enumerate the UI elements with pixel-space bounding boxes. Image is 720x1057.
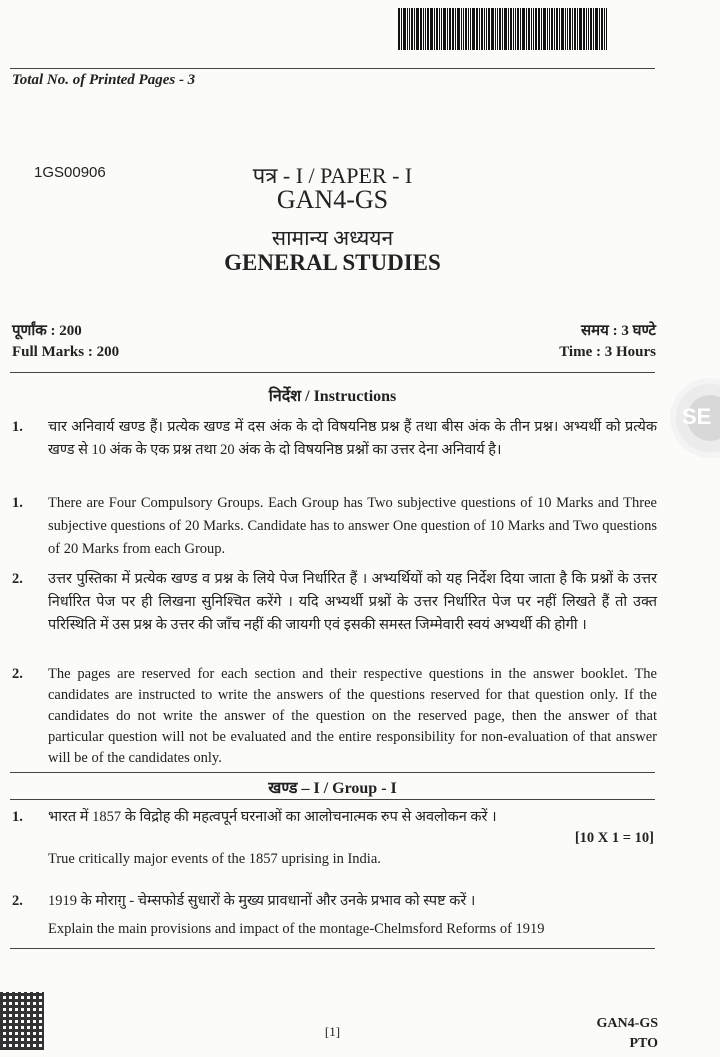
- barcode-bar: [436, 8, 438, 50]
- question-number: 1.: [12, 809, 23, 825]
- barcode-bar: [559, 8, 560, 50]
- barcode-bar: [599, 8, 600, 50]
- barcode-bar: [484, 8, 485, 50]
- instruction-item: [12, 664, 657, 769]
- barcode-bar: [588, 8, 589, 50]
- barcode-bar: [423, 8, 424, 50]
- barcode-bar: [604, 8, 605, 50]
- time-hindi: समय : 3 घण्टे: [581, 323, 656, 339]
- divider: [10, 772, 655, 773]
- instruction-item: [12, 568, 657, 637]
- instruction-number: 1.: [12, 495, 23, 511]
- divider: [10, 372, 655, 373]
- instructions-title: निर्देश / Instructions: [268, 388, 397, 405]
- question-hindi: भारत में 1857 के विद्रोह की महत्वपूर्न घरनाओं का आलोचनात्मक रुप से अवलोकन करें ।: [48, 809, 497, 825]
- barcode-bar: [528, 8, 530, 50]
- barcode-bar: [547, 8, 548, 50]
- barcode-bar: [439, 8, 440, 50]
- barcode-bar: [606, 8, 607, 50]
- barcode-bar: [579, 8, 582, 50]
- subject-code: GAN4-GS: [276, 185, 389, 214]
- question-item: [12, 848, 657, 871]
- barcode-bar: [403, 8, 406, 50]
- barcode-bar: [567, 8, 568, 50]
- instruction-number: 2.: [12, 571, 23, 587]
- barcode-bar: [526, 8, 527, 50]
- barcode-bar: [398, 8, 400, 50]
- barcode-bar: [486, 8, 487, 50]
- title-hindi: सामान्य अध्ययन: [271, 226, 394, 250]
- barcode-bar: [425, 8, 426, 50]
- barcode-bar: [517, 8, 519, 50]
- marks-allotment: [10 X 1 = 10]: [574, 830, 654, 846]
- instruction-text: The pages are reserved for each section and their respective questions in the answer booklet. The candidates are instructed to write the answers of the questions reserved for that question only. If the candidates do not write the answer of the question on the reserved page, then the answer of that particular question will not be evaluated and the entire responsibility for non-evaluation of that answer will be of the candidates only.: [48, 666, 657, 766]
- full-marks-hindi: पूर्णांक : 200: [12, 323, 82, 339]
- barcode-bar: [577, 8, 578, 50]
- barcode-bar: [427, 8, 429, 50]
- barcode-bar: [533, 8, 534, 50]
- barcode-bar: [461, 8, 462, 50]
- instruction-item: [12, 416, 657, 462]
- barcode-bar: [531, 8, 532, 50]
- barcode-bar: [443, 8, 446, 50]
- barcode-bar: [583, 8, 585, 50]
- printed-pages-note: Total No. of Printed Pages - 3: [12, 72, 196, 88]
- barcode-bar: [468, 8, 469, 50]
- instruction-number: 2.: [12, 666, 23, 682]
- barcode-bar: [411, 8, 413, 50]
- barcode-bar: [513, 8, 514, 50]
- barcode-bar: [549, 8, 550, 50]
- paper-line: पत्र - I / PAPER - I: [252, 163, 413, 188]
- barcode-bar: [551, 8, 553, 50]
- full-marks-english: Full Marks : 200: [12, 344, 120, 360]
- barcode-bar: [554, 8, 555, 50]
- question-item: [12, 890, 657, 913]
- instruction-text: There are Four Compulsory Groups. Each Group has Two subjective questions of 10 Marks and Three subjective questions of 20 Marks. Candidate has to answer One question of 10 Marks and Two questions of 20 Marks from each Group.: [48, 495, 657, 557]
- barcode-bar: [414, 8, 415, 50]
- question-number: 2.: [12, 893, 23, 909]
- barcode-bar: [407, 8, 408, 50]
- barcode-bar: [479, 8, 480, 50]
- barcode-bar: [543, 8, 546, 50]
- barcode-bar: [488, 8, 490, 50]
- barcode-bar: [522, 8, 525, 50]
- barcode-bar: [535, 8, 537, 50]
- instruction-text: उत्तर पुस्तिका में प्रत्येक खण्ड व प्रश्न के लिये पेज निर्धारित हैं । अभ्यर्थियों को यह निर्देश दिया जाता है कि प्रश्नों के उत्तर निर्धारित पेज पर ही लिखना सुनिश्चित करेंगे । यदि अभ्यर्थी प्रश्नों के उत्तर निर्धारित पेज पर नहीं लिखते हैं तो उक्त परिस्थिति में उस प्रश्न के उत्तर की जाँच नहीं की जायगी एवं इसकी समस्त जिम्मेवारी स्वयं अभ्यर्थी की होगी ।: [48, 571, 657, 633]
- barcode-bar: [455, 8, 456, 50]
- barcode-bar: [420, 8, 422, 50]
- question-english: True critically major events of the 1857 uprising in India.: [48, 851, 381, 867]
- barcode-bar: [590, 8, 592, 50]
- barcode-bar: [504, 8, 507, 50]
- barcode-bar: [538, 8, 540, 50]
- barcode-bar: [430, 8, 433, 50]
- barcode-bar: [470, 8, 471, 50]
- barcode-bar: [586, 8, 587, 50]
- barcode-bar: [401, 8, 402, 50]
- barcode-bar: [476, 8, 478, 50]
- divider: [10, 948, 655, 949]
- barcode-bar: [472, 8, 475, 50]
- qr-code: [0, 992, 44, 1050]
- barcode-bar: [556, 8, 558, 50]
- barcode-bar: [409, 8, 410, 50]
- barcode-bar: [572, 8, 573, 50]
- seal-text: SE: [682, 404, 712, 429]
- barcode-bar: [497, 8, 498, 50]
- barcode-bar: [593, 8, 594, 50]
- time-english: Time : 3 Hours: [559, 344, 656, 360]
- barcode-bar: [441, 8, 442, 50]
- footer-code: [597, 1014, 658, 1054]
- barcode-bar: [434, 8, 435, 50]
- instruction-number: 1.: [12, 419, 23, 435]
- barcode-bar: [515, 8, 516, 50]
- question-item: [12, 806, 657, 829]
- barcode: [398, 8, 654, 50]
- instruction-item: [12, 492, 657, 561]
- barcode-bar: [508, 8, 509, 50]
- barcode-bar: [541, 8, 542, 50]
- question-item: [12, 918, 657, 941]
- barcode-bar: [491, 8, 494, 50]
- seal-stamp: [670, 378, 720, 458]
- divider: [10, 799, 655, 800]
- question-english: Explain the main provisions and impact of the montage-Chelmsford Reforms of 1919: [48, 921, 545, 937]
- barcode-bar: [595, 8, 598, 50]
- barcode-bar: [510, 8, 512, 50]
- barcode-bar: [520, 8, 521, 50]
- barcode-bar: [569, 8, 571, 50]
- paper-code: 1GS00906: [34, 164, 106, 181]
- barcode-bar: [481, 8, 483, 50]
- barcode-bar: [574, 8, 576, 50]
- instruction-text: चार अनिवार्य खण्ड हैं। प्रत्येक खण्ड में दस अंक के दो विषयनिष्ठ प्रश्न हैं तथा बीस अंक के तीन प्रश्न। अभ्यर्थी को प्रत्येक खण्ड से 10 अंक के एक प्रश्न तथा 20 अंक के दो विषयनिष्ठ प्रश्नों का उत्तर देना अनिवार्य है।: [48, 419, 657, 458]
- barcode-bar: [449, 8, 451, 50]
- title-english: GENERAL STUDIES: [224, 250, 441, 275]
- question-hindi: 1919 के मोराग़ु - चेम्सफोर्ड सुधारों के मुख्य प्रावधानों और उनके प्रभाव को स्पष्ट करें ।: [48, 893, 476, 909]
- barcode-bar: [499, 8, 501, 50]
- pto-label: PTO: [629, 1036, 658, 1051]
- barcode-bar: [457, 8, 460, 50]
- barcode-bar: [463, 8, 464, 50]
- barcode-bar: [465, 8, 467, 50]
- barcode-bar: [601, 8, 603, 50]
- barcode-bar: [561, 8, 564, 50]
- divider: [10, 68, 655, 69]
- barcode-bar: [416, 8, 419, 50]
- barcode-bar: [447, 8, 448, 50]
- page-number: [1]: [324, 1024, 341, 1039]
- group-title: खण्ड – I / Group - I: [268, 780, 397, 797]
- barcode-bar: [452, 8, 454, 50]
- footer-subject-code: GAN4-GS: [596, 1016, 658, 1031]
- barcode-bar: [495, 8, 496, 50]
- barcode-bar: [565, 8, 566, 50]
- barcode-bar: [502, 8, 503, 50]
